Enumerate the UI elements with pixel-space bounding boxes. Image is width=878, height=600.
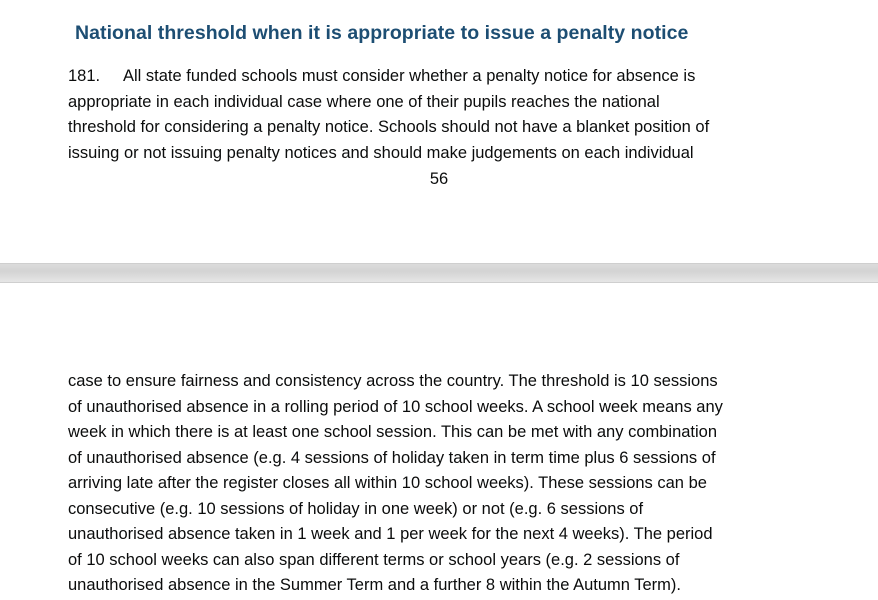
text-line: issuing or not issuing penalty notices and should make judgements on each individual: [68, 143, 694, 162]
text-line: of unauthorised absence (e.g. 4 sessions of holiday taken in term time plus 6 sessions of: [68, 448, 716, 467]
text-line: of unauthorised absence in a rolling period of 10 school weeks. A school week means any: [68, 397, 723, 416]
text-line: case to ensure fairness and consistency across the country. The threshold is 10 sessions: [68, 372, 718, 390]
page-number: 56: [429, 170, 449, 188]
section-heading: National threshold when it is appropriate to issue a penalty notice: [75, 22, 689, 44]
text-line: of 10 school weeks can also span different terms or school years (e.g. 2 sessions of: [68, 550, 680, 569]
text-line: arriving late after the register closes all within 10 school weeks). These sessions can be: [68, 474, 707, 492]
paragraph-number: 181.: [68, 67, 101, 85]
page-56: [0, 0, 878, 263]
text-line: consecutive (e.g. 10 sessions of holiday in one week) or not (e.g. 6 sessions of: [68, 499, 644, 518]
text-line: appropriate in each individual case where one of their pupils reaches the national: [68, 92, 660, 111]
text-line: 181. All state funded schools must consider whether a penalty notice for absence is: [68, 64, 828, 90]
text-line: week in which there is at least one school session. This can be met with any combination: [68, 423, 718, 441]
page-separator: [0, 263, 878, 283]
text-line: unauthorised absence in the Summer Term and a further 8 within the Autumn Term).: [68, 576, 681, 594]
text-line: unauthorised absence taken in 1 week and 1 per week for the next 4 weeks). The period: [68, 525, 713, 543]
text-line: threshold for considering a penalty notice. Schools should not have a blanket position of: [68, 118, 710, 136]
paragraph-181: [68, 64, 828, 166]
paragraph-181-continued: [68, 369, 828, 599]
